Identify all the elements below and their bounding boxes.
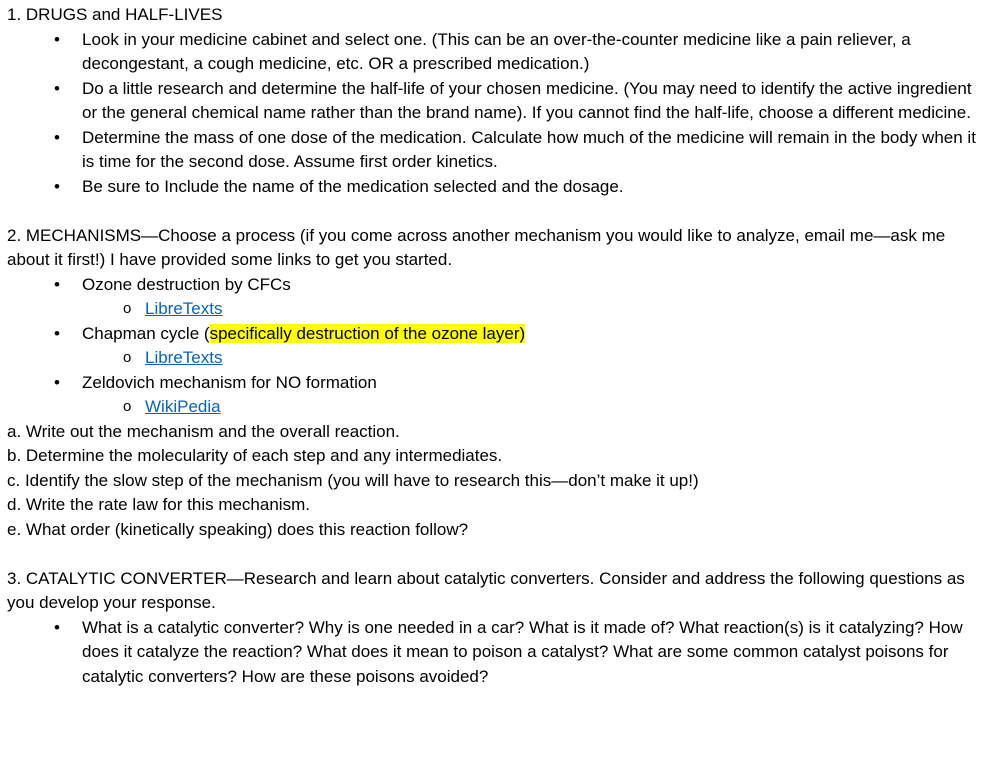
section-1-bullet-list: [7, 28, 991, 200]
section-3-bullet-list: [7, 616, 991, 690]
section-3-bullet: • What is a catalytic converter? Why is one needed in a car? What is it made of? What reaction(s) is it catalyzing? How does it catalyze the reaction? What does it mean to poison a catalyst? What are some common catalyst poisons for catalytic converters? How are these poisons avoided?: [7, 616, 977, 690]
mechanism-item-zeldovich: [7, 371, 977, 420]
paragraph-gap: [7, 199, 991, 224]
mechanism-links: [7, 395, 977, 420]
mechanism-list: [7, 273, 991, 420]
question-item: e. What order (kinetically speaking) does this reaction follow?: [7, 519, 469, 539]
section-3-intro: 3. CATALYTIC CONVERTER—Research and learn about catalytic converters. Consider and address the following questions as you develop your response.: [7, 568, 965, 612]
question-item: a. Write out the mechanism and the overall reaction.: [7, 421, 400, 441]
mechanism-label: Ozone destruction by CFCs: [82, 274, 291, 294]
wikipedia-link-zeldovich[interactable]: WikiPedia: [145, 397, 221, 416]
section-catalytic-converter: [7, 567, 991, 690]
section-1-title: 1. DRUGS and HALF-LIVES: [7, 5, 223, 24]
section-1-bullet: • Look in your medicine cabinet and select one. (This can be an over-the-counter medicine like a pain reliever, a decongestant, a cough medicine, etc. OR a prescribed medication.): [7, 28, 977, 77]
link-item: [7, 395, 977, 420]
section-1-bullet: • Do a little research and determine the half-life of your chosen medicine. (You may need to identify the active ingredient or the general chemical name rather than the brand name). If you cannot find the half-life, choose a different medicine.: [7, 77, 977, 126]
section-1-bullet: • Be sure to Include the name of the medication selected and the dosage.: [7, 175, 977, 200]
section-1-bullet: • Determine the mass of one dose of the medication. Calculate how much of the medicine will remain in the body when it is time for the second dose. Assume first order kinetics.: [7, 126, 977, 175]
mechanism-item-ozone-cfc: [7, 273, 977, 322]
section-2-intro: 2. MECHANISMS—Choose a process (if you come across another mechanism you would like to analyze, email me—ask me about it first!) I have provided some links to get you started.: [7, 225, 946, 269]
link-item: [7, 297, 977, 322]
mechanism-links: [7, 297, 977, 322]
question-item: d. Write the rate law for this mechanism.: [7, 495, 310, 514]
highlighted-text: specifically destruction of the ozone layer): [209, 323, 526, 343]
libretexts-link-ozone[interactable]: LibreTexts: [145, 299, 223, 318]
paragraph-gap: [7, 542, 991, 567]
section-mechanisms: [7, 224, 991, 543]
mechanism-label: Zeldovich mechanism for NO formation: [82, 372, 377, 392]
libretexts-link-chapman[interactable]: LibreTexts: [145, 348, 223, 367]
link-item: [7, 346, 977, 371]
mechanism-questions: [7, 420, 991, 543]
mechanism-links: [7, 346, 977, 371]
question-item: c. Identify the slow step of the mechanism (you will have to research this—don’t make it up!): [7, 470, 699, 490]
question-item: b. Determine the molecularity of each step and any intermediates.: [7, 446, 503, 465]
mechanism-item-chapman-cycle: [7, 322, 977, 371]
section-drugs-half-lives: [7, 3, 991, 199]
mechanism-label: Chapman cycle (: [82, 323, 210, 343]
